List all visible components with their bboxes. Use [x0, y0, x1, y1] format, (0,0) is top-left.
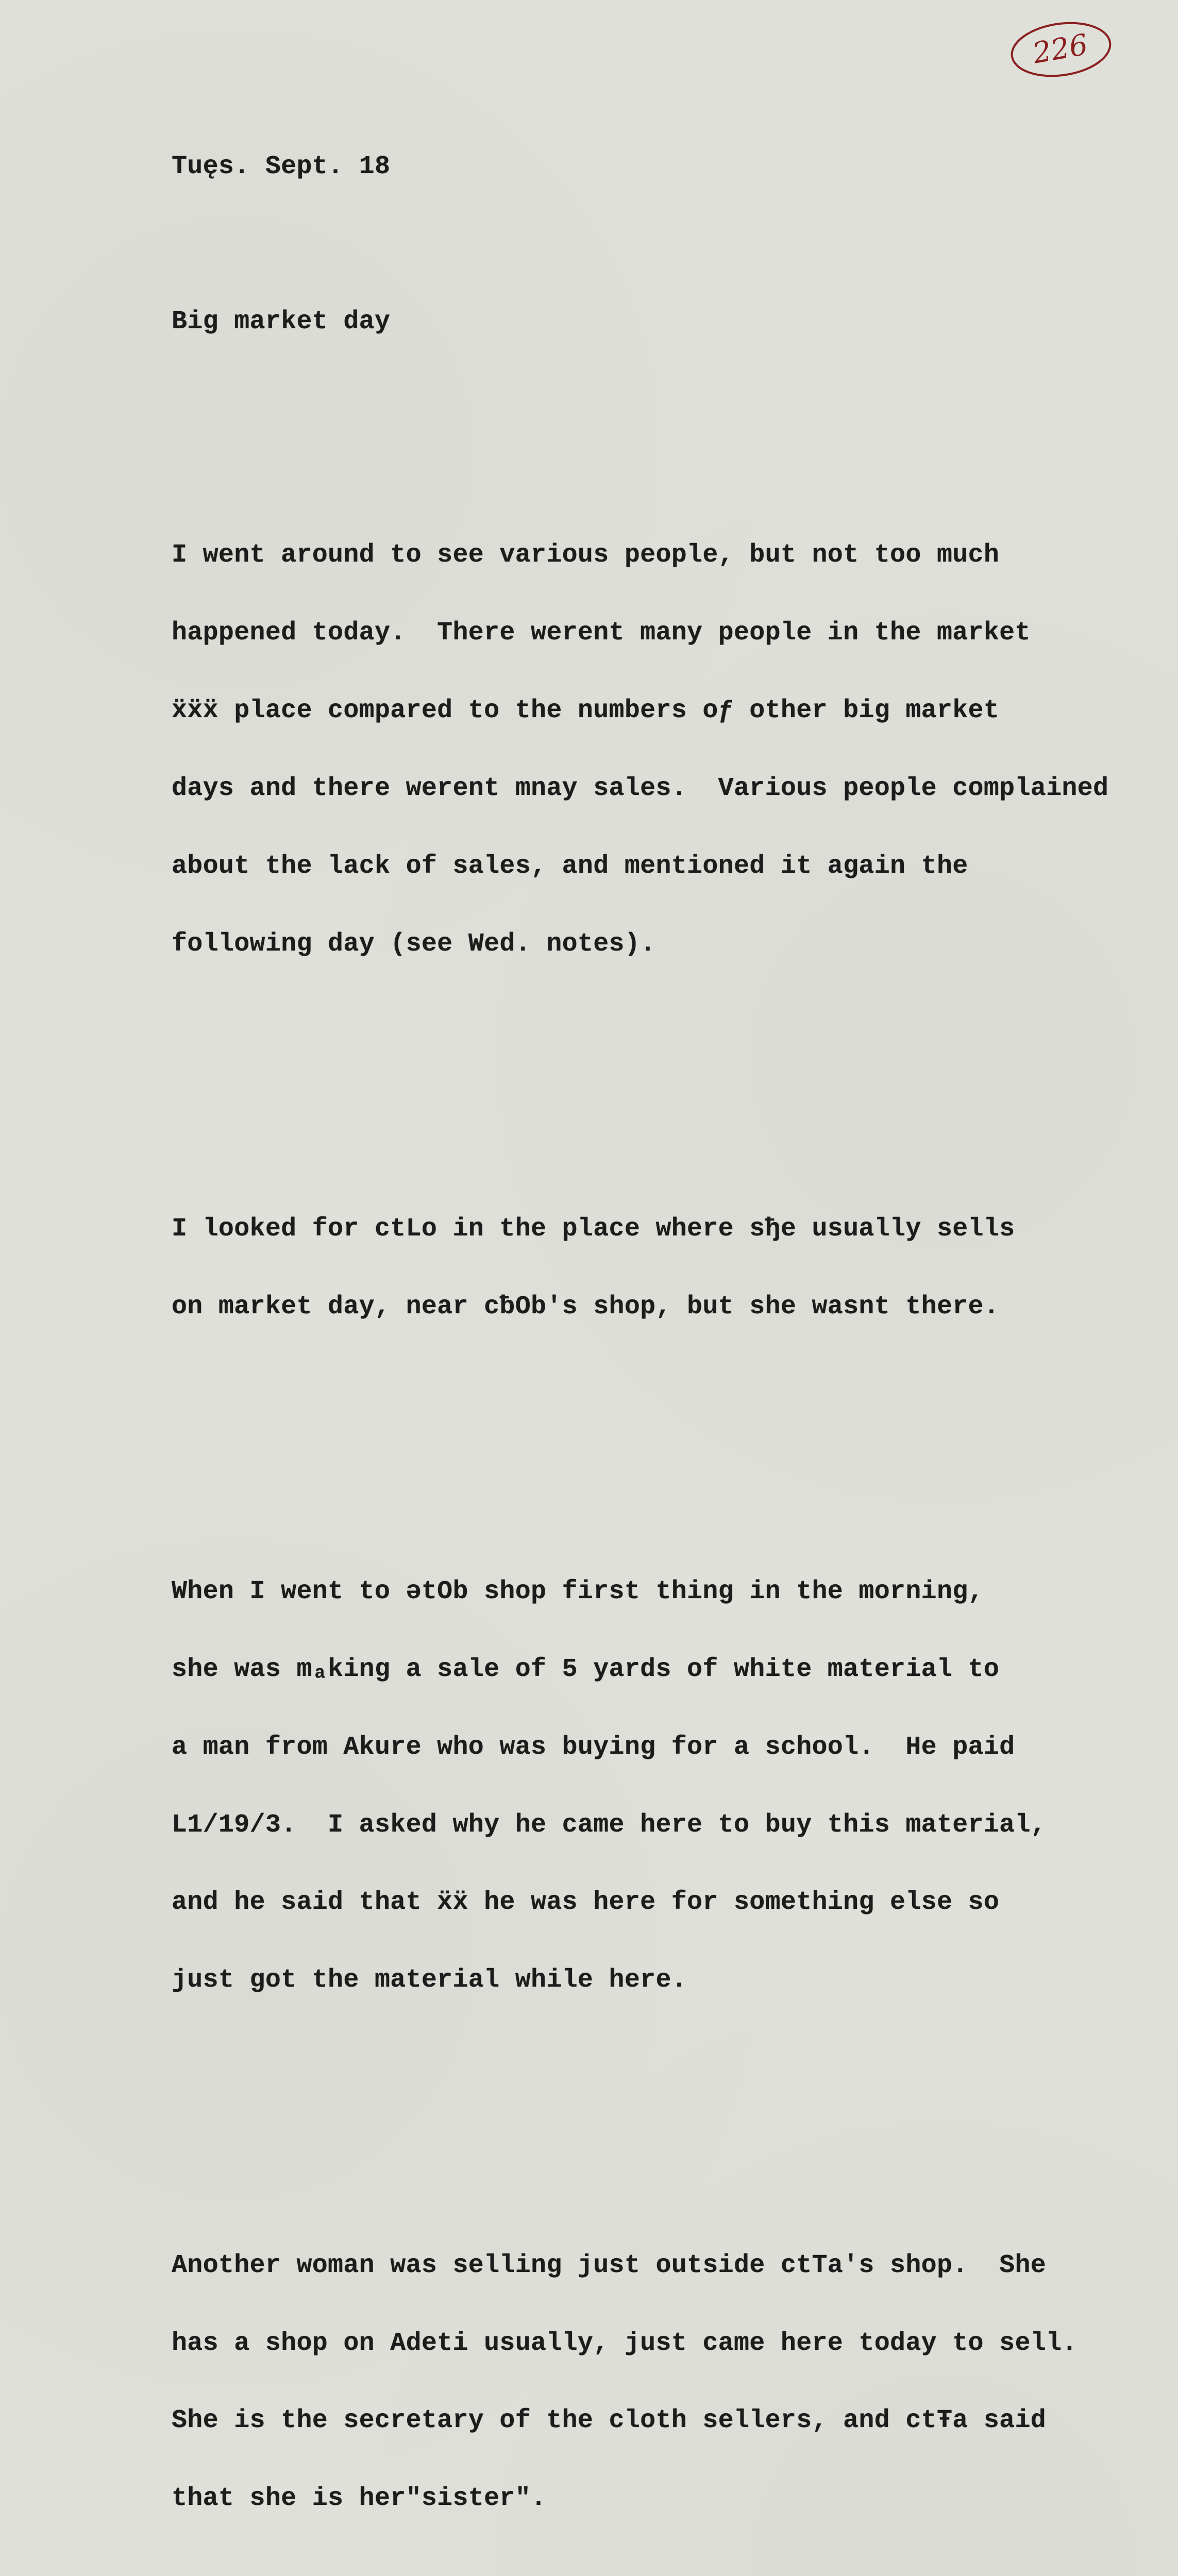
text-line: just got the material while here.: [172, 1965, 687, 1995]
text-line: has a shop on Adeti usually, just came here today to sell.: [172, 2328, 1078, 2358]
text-line: I went around to see various people, but not too much: [172, 540, 1000, 570]
text-line: and he said that ẍẍ he was here for something else so: [172, 1888, 1000, 1918]
text-line: She is the secretary of the cloth sellers, and ctŦa said: [172, 2406, 1047, 2436]
handwritten-page-number: [1009, 20, 1113, 79]
text-line: Another woman was selling just outside ctTa's shop. She: [172, 2250, 1047, 2280]
blank-line: [172, 387, 1151, 413]
page-number-annotation: [1009, 20, 1113, 79]
page-number-text: 226: [1030, 28, 1090, 71]
blank-line: [172, 1423, 1151, 1449]
date-line: Tuęs. Sept. 18: [172, 151, 391, 181]
paragraph-another-woman: [172, 2201, 1151, 2564]
paragraph-ctlo: [172, 1164, 1151, 1371]
blank-line: [172, 231, 1151, 257]
text-line: on market day, near cƀOb's shop, but she wasnt there.: [172, 1292, 1000, 1321]
blank-line: [172, 1061, 1151, 1087]
heading-line: Big market day: [172, 307, 391, 337]
text-line: happened today. There werent many people in the market: [172, 618, 1031, 648]
text-line: a man from Akure who was buying for a school. He paid: [172, 1732, 1015, 1762]
text-line: following day (see Wed. notes).: [172, 929, 656, 959]
paragraph-sale: [172, 1527, 1151, 2045]
paragraph-market-day: [172, 490, 1151, 1009]
text-line: that she is her"sister".: [172, 2484, 547, 2514]
text-line: When I went to ətOb shop first thing in the morning,: [172, 1577, 984, 1606]
typed-notes: [172, 102, 1151, 2576]
text-line: days and there werent mnay sales. Various people complained: [172, 773, 1109, 803]
text-line: ẍẍẍ place compared to the numbers oƒ other big market: [172, 696, 1000, 725]
text-line: she was mₐking a sale of 5 yards of white material to: [172, 1654, 1000, 1684]
text-line: about the lack of sales, and mentioned it again the: [172, 851, 968, 881]
text-line: I looked for ctLo in the place where sђe usually sells: [172, 1214, 1015, 1244]
text-line: L1/19/3. I asked why he came here to buy this material,: [172, 1810, 1047, 1840]
blank-line: [172, 2097, 1151, 2123]
